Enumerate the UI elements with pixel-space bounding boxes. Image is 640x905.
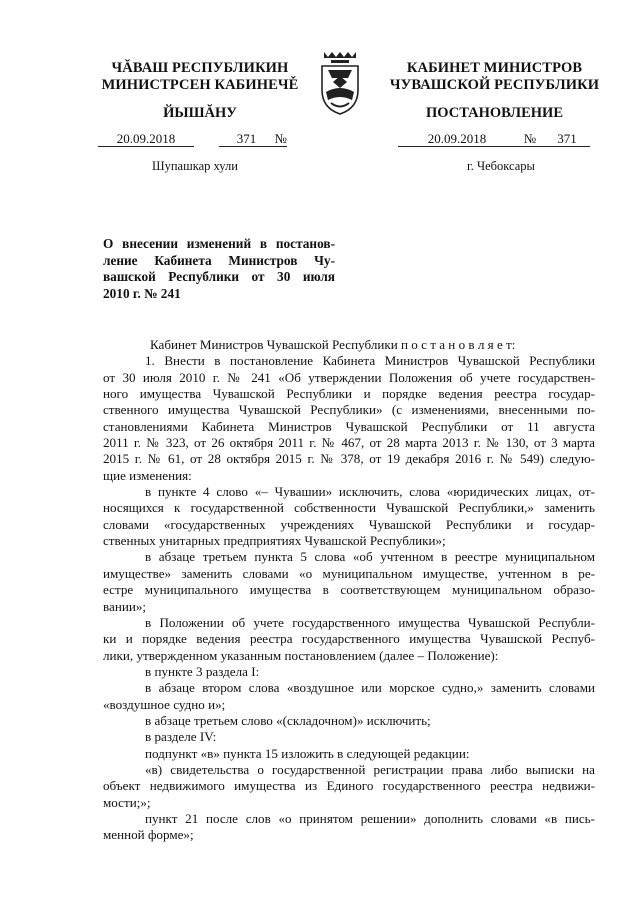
header-right-org [382, 60, 607, 94]
left-number-sign: № [274, 131, 287, 146]
body-line: в абзаце втором слова «воздушное или морское судно,» заменить словами [145, 680, 595, 696]
subject-line: ление Кабинета Министров Чу- [103, 252, 335, 268]
document-body [103, 337, 595, 844]
header-left-line-1: ЧĂВАШ РЕСПУБЛИКИН [111, 60, 289, 76]
header-right-line-2: ЧУВАШСКОЙ РЕСПУБЛИКИ [389, 77, 600, 93]
right-date-number [398, 131, 590, 147]
body-line: щие изменения: [103, 467, 192, 483]
body-line: в разделе IV: [145, 729, 217, 745]
body-line: Кабинет Министров Чувашской Республики п о с т а н о в л я е т: [150, 337, 516, 352]
body-line: «в) свидетельства о государственной регистрации права либо выписки на [145, 761, 595, 777]
right-number: 371 [544, 132, 590, 147]
city-left: Шупашкар хули [152, 159, 238, 173]
body-line: имуществе» заменить словами «о муниципальном имуществе, учтенном в ре- [103, 565, 595, 581]
body-line: от 30 июля 2010 г. № 241 «Об утверждении Положения об учете государствен- [103, 369, 595, 385]
body-line: 2011 г. № 323, от 26 октября 2011 г. № 467, от 28 марта 2013 г. № 130, от 3 марта [103, 435, 595, 451]
body-line: менной форме»; [103, 827, 194, 843]
document-subject [103, 236, 335, 302]
subject-line: О внесении изменений в постанов- [103, 236, 335, 251]
body-line: ного имущества Чувашской Республики и порядке ведения реестра государ- [103, 386, 595, 402]
right-date: 20.09.2018 [398, 132, 516, 147]
body-line: носящихся к государственной собственности Чувашской Республики,» заменить [103, 500, 595, 516]
coat-of-arms-emblem [318, 48, 362, 118]
body-line: мости;»; [103, 794, 151, 810]
subject-line: вашской Республики от 30 июля [103, 269, 335, 285]
body-line: вании»; [103, 598, 147, 614]
body-line: «воздушное судно и»; [103, 696, 226, 712]
body-line: в абзаце третьем пункта 5 слова «об учтенном в реестре муниципальном [145, 549, 595, 565]
body-line: 1. Внести в постановление Кабинета Министров Чувашской Республики [145, 353, 595, 369]
body-line: естре муниципального имущества в соответствующем муниципальном образо- [103, 582, 595, 598]
header-left-org [95, 60, 305, 94]
subject-line: 2010 г. № 241 [103, 285, 181, 301]
left-date-number [98, 131, 287, 147]
city-right: г. Чебоксары [467, 159, 535, 173]
body-line: лики, утвержденном указанным постановлением (далее – Положение): [103, 647, 499, 663]
body-line: подпункт «в» пункта 15 изложить в следующей редакции: [145, 745, 470, 761]
body-line: в пункте 4 слово «– Чувашии» исключить, слова «юридических лицах, от- [145, 484, 595, 500]
left-date: 20.09.2018 [98, 132, 194, 147]
body-line: становлениями Кабинета Министров Чувашской Республики от 11 августа [103, 418, 595, 434]
body-line: в пункте 3 раздела I: [145, 663, 260, 679]
body-line: ки и порядке ведения реестра государственного имущества Чувашской Респуб- [103, 631, 595, 647]
body-line: ственного имущества Чувашской Республики» (с изменениями, внесенными по- [103, 402, 595, 418]
body-line: в абзаце третьем слово «(складочном)» исключить; [145, 712, 431, 728]
header-left-title: ЙЫШĂНУ [163, 105, 237, 121]
body-line: ственных унитарных предприятиях Чувашской Республики»; [103, 533, 446, 549]
body-line: словами «государственных учреждениях Чувашской Республики и государ- [103, 516, 595, 532]
header-right-title: ПОСТАНОВЛЕНИЕ [425, 105, 563, 121]
header-left-line-2: МИНИСТРСЕН КАБИНЕЧĚ [101, 77, 299, 93]
right-number-sign: № [516, 132, 544, 147]
body-line: объект недвижимого имущества из Единого государственного реестра недвижи- [103, 778, 595, 794]
body-line: в Положении об учете государственного имущества Чувашской Республи- [145, 614, 595, 630]
body-line: пункт 21 после слов «о принятом решении» дополнить словами «в пись- [145, 810, 595, 826]
left-number: 371 [219, 132, 275, 147]
header-right-line-1: КАБИНЕТ МИНИСТРОВ [406, 60, 583, 76]
body-line: 2015 г. № 61, от 28 октября 2015 г. № 378, от 19 декабря 2016 г. № 549) следую- [103, 451, 595, 467]
